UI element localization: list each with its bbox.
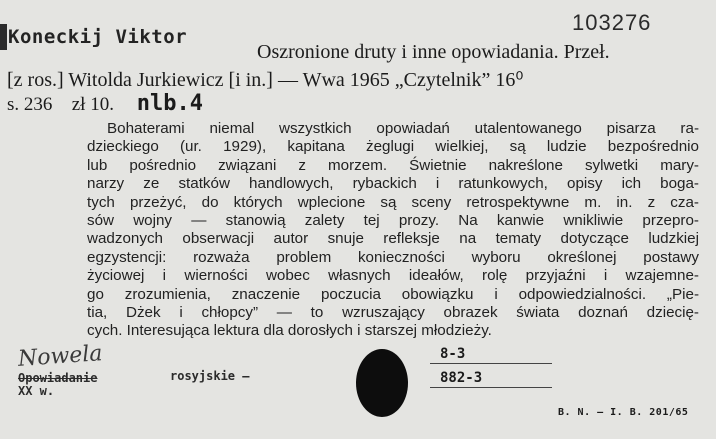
abstract-line: tych przeżyć, do których wplecione są sceny retrospektywne m. in. z cza-: [87, 193, 699, 211]
udc-rule-2: [430, 387, 552, 388]
abstract-line: lub pośrednio związani z morzem. Świetnie nakreślone sylwetki mary-: [87, 156, 699, 174]
subject-heading: rosyjskie —: [170, 369, 250, 383]
title-line: Oszronione druty i inne opowiadania. Przeł.: [257, 41, 610, 63]
nlb-code: nlb.4: [136, 91, 203, 116]
abstract-line: sów wojny — stanowią zalety tej prozy. Na kanwie wnikliwie przepro-: [87, 212, 699, 230]
abstract-line: życiowej i wierności wobec własnych ideałów, rolę przyjaźni i wzajemne-: [87, 267, 699, 285]
subject-crossed-out: Opowiadanie: [18, 371, 98, 385]
card-edge-mark: [0, 24, 7, 50]
abstract-line: tia, Dżek i chłopcy” — to wzruszający obrazek świata doznań dziecię-: [87, 304, 699, 322]
abstract-line: dzieckiego (ur. 1929), kapitana żeglugi wielkiej, są ludzie bezpośrednio: [87, 138, 699, 156]
abstract-line: cych. Interesująca lektura dla dorosłych i starszej młodzieży.: [87, 322, 492, 340]
udc-rule-1: [430, 363, 552, 364]
abstract-line: Bohaterami niemal wszystkich opowiadań utalentowanego pisarza ra-: [107, 120, 699, 137]
punch-hole: [356, 349, 408, 417]
abstract: [87, 120, 699, 341]
collation-line: [7, 91, 203, 116]
catalog-number: 103276: [572, 10, 652, 35]
subject-century: XX w.: [18, 384, 55, 398]
price: zł 10.: [71, 94, 114, 115]
imprint-line: [z ros.] Witolda Jurkiewicz [i in.] — Wwa 1965 „Czytelnik” 16⁰: [7, 69, 524, 91]
udc-code-2: 882-3: [440, 370, 483, 386]
udc-code-1: 8-3: [440, 346, 466, 362]
handwritten-annotation: Nowela: [17, 341, 104, 372]
abstract-line: wadzonych obserwacji autor snuje refleksje na tematy dotyczące ludzkiej: [87, 230, 699, 248]
abstract-line: go zrozumienia, znaczenie poczucia obowiązku i odpowiedzialności. „Pie-: [87, 285, 699, 303]
abstract-line: egzystencji: rozważa problem konieczności wyboru określonej postawy: [87, 248, 699, 266]
author-heading: Koneckij Viktor: [8, 26, 188, 48]
abstract-line: narzy ze statków handlowych, rybackich i ratunkowych, opisy ich boga-: [87, 175, 699, 193]
pages: s. 236: [7, 94, 53, 115]
card-footer: B. N. — I. B. 201/65: [558, 407, 689, 418]
